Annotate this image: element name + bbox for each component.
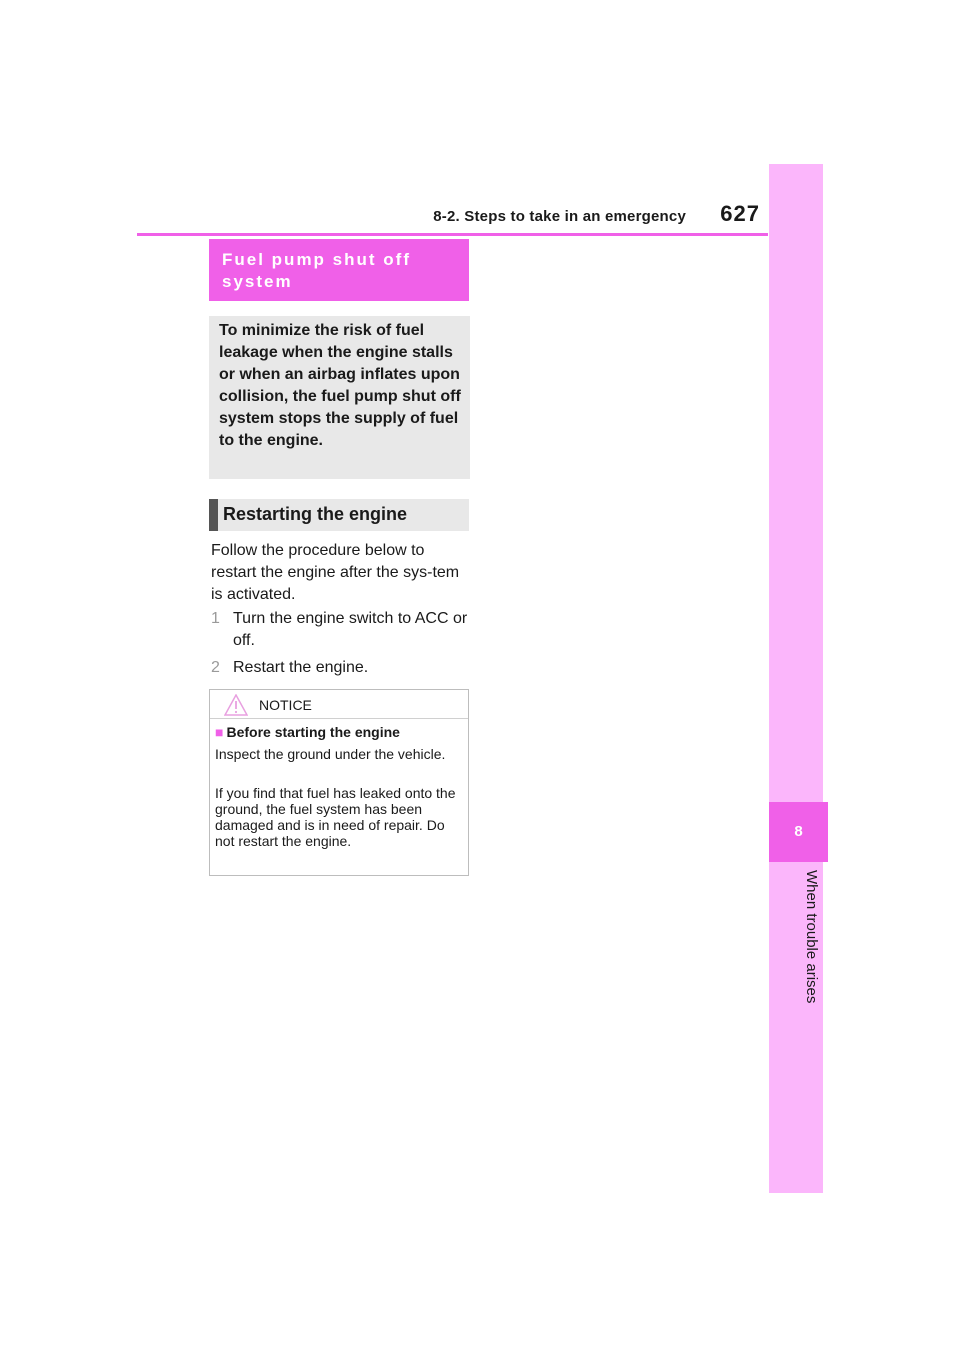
section-title-restarting: Restarting the engine (223, 504, 408, 524)
step-number: 2 (211, 659, 220, 676)
step-item (211, 657, 471, 679)
intro-text: To minimize the risk of fuel leakage when the engine stalls or when an airbag inflates upon collision, the fuel pump shut off system stops the supply of fuel to the engine. (219, 322, 461, 449)
running-header: 8-2. Steps to take in an emergency (433, 208, 686, 225)
chapter-side-strip (769, 164, 823, 1193)
step-item (211, 608, 471, 652)
chapter-number: 8 (794, 823, 803, 840)
notice-heading (215, 724, 400, 740)
page-number: 627 (720, 201, 760, 226)
notice-paragraph: If you find that fuel has leaked onto the ground, the fuel system has been damaged and is in need of repair. Do not restart the engine. (215, 785, 456, 849)
notice-divider (210, 718, 468, 719)
chapter-label: When trouble arises (803, 870, 820, 1004)
step-text: Restart the engine. (233, 659, 369, 676)
notice-label: NOTICE (259, 697, 312, 713)
section-heading-bar (209, 499, 218, 531)
notice-paragraph: Inspect the ground under the vehicle. (215, 746, 446, 762)
warning-triangle-icon (224, 694, 248, 716)
section-title-fuel-pump: Fuel pump shut off system (222, 250, 411, 291)
notice-heading-text: Before starting the engine (226, 724, 400, 740)
step-text: Turn the engine switch to ACC or off. (233, 610, 468, 649)
square-bullet-icon: ■ (215, 724, 224, 740)
procedure-intro: Follow the procedure below to restart the engine after the sys-tem is activated. (211, 542, 460, 603)
header-rule (137, 233, 768, 236)
step-number: 1 (211, 610, 220, 627)
